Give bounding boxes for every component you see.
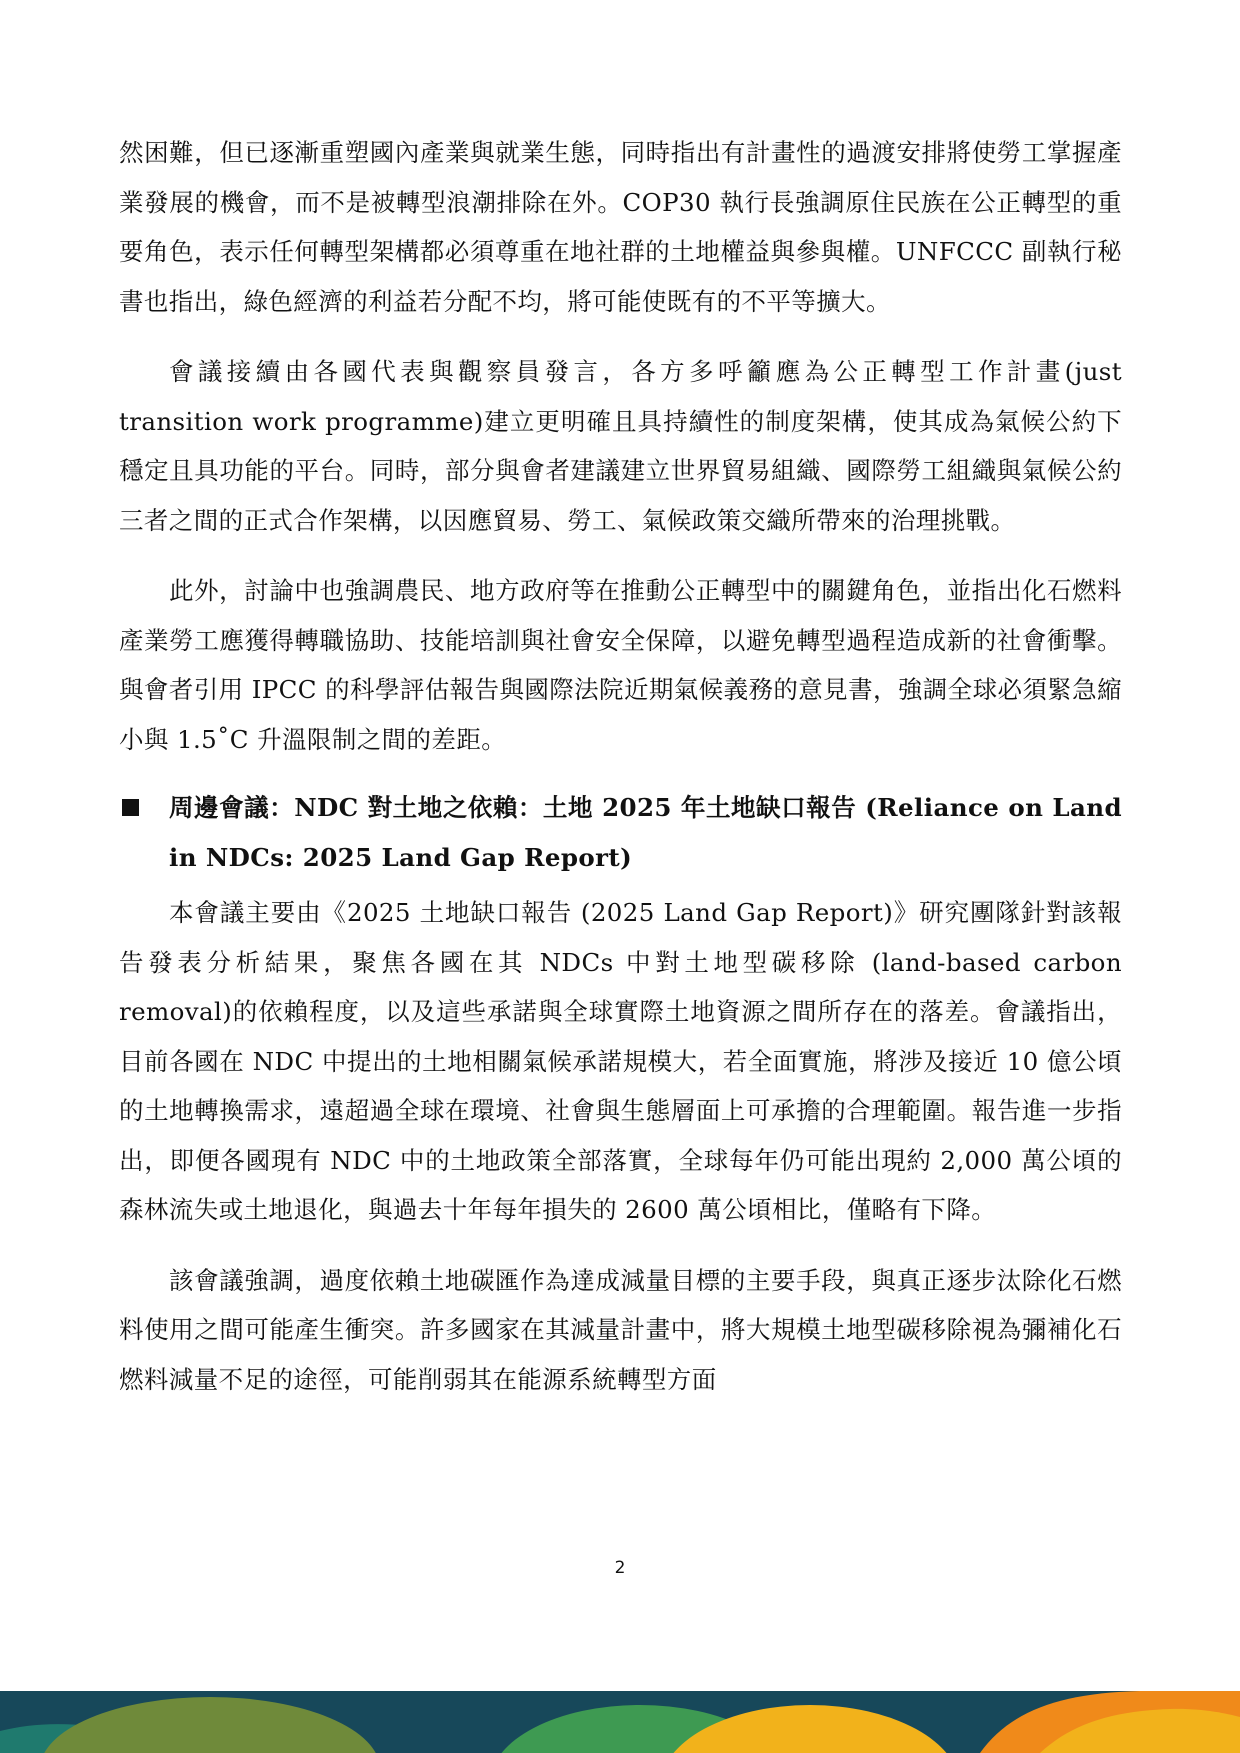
footer-wave-graphic bbox=[0, 1691, 1240, 1753]
paragraph-5: 該會議強調，過度依賴土地碳匯作為達成減量目標的主要手段，與真正逐步汰除化石燃料使用之間可能產生衝突。許多國家在其減量計畫中，將大規模土地型碳移除視為彌補化石燃料減量不足的途徑，可能削弱其在能源系統轉型方面 bbox=[119, 1265, 1122, 1394]
section-heading-text: 周邊會議：NDC 對土地之依賴：土地 2025 年土地缺口報告 (Reliance on Land in NDCs: 2025 Land Gap Report) bbox=[169, 793, 1122, 872]
paragraph-3: 此外，討論中也強調農民、地方政府等在推動公正轉型中的關鍵角色，並指出化石燃料產業勞工應獲得轉職協助、技能培訓與社會安全保障，以避免轉型過程造成新的社會衝擊。與會者引用 IPCC 的科學評估報告與國際法院近期氣候義務的意見書，強調全球必須緊急縮小與 1.5˚C 升溫限制之間的差距。 bbox=[119, 576, 1122, 754]
square-bullet-icon bbox=[122, 799, 139, 816]
paragraph-2: 會議接續由各國代表與觀察員發言，各方多呼籲應為公正轉型工作計畫(just transition work programme)建立更明確且具持續性的制度架構，使其成為氣候公約下穩定且具功能的平台。同時，部分與會者建議建立世界貿易組織、國際勞工組織與氣候公約三者之間的正式合作架構，以因應貿易、勞工、氣候政策交織所帶來的治理挑戰。 bbox=[119, 357, 1122, 535]
paragraph-4: 本會議主要由《2025 土地缺口報告 (2025 Land Gap Report)》研究團隊針對該報告發表分析結果，聚焦各國在其 NDCs 中對土地型碳移除 (land-based carbon removal)的依賴程度，以及這些承諾與全球實際土地資源之間所存在的落差。會議指出，目前各國在 NDC 中提出的土地相關氣候承諾規模大，若全面實施，將涉及接近 10 億公頃的土地轉換需求，遠超過全球在環境、社會與生態層面上可承擔的合理範圍。報告進一步指出，即便各國現有 NDC 中的土地政策全部落實，全球每年仍可能出現約 2,000 萬公頃的森林流失或土地退化，與過去十年每年損失的 2600 萬公頃相比，僅略有下降。 bbox=[119, 898, 1122, 1224]
paragraph-1: 然困難，但已逐漸重塑國內產業與就業生態，同時指出有計畫性的過渡安排將使勞工掌握產業發展的機會，而不是被轉型浪潮排除在外。COP30 執行長強調原住民族在公正轉型的重要角色，表示任何轉型架構都必須尊重在地社群的土地權益與參與權。UNFCCC 副執行秘書也指出，綠色經濟的利益若分配不均，將可能使既有的不平等擴大。 bbox=[119, 138, 1122, 316]
page-body bbox=[119, 128, 1122, 1404]
page-number: 2 bbox=[614, 1558, 626, 1578]
section-heading bbox=[119, 783, 1122, 882]
decorative-footer-band bbox=[0, 1691, 1240, 1753]
